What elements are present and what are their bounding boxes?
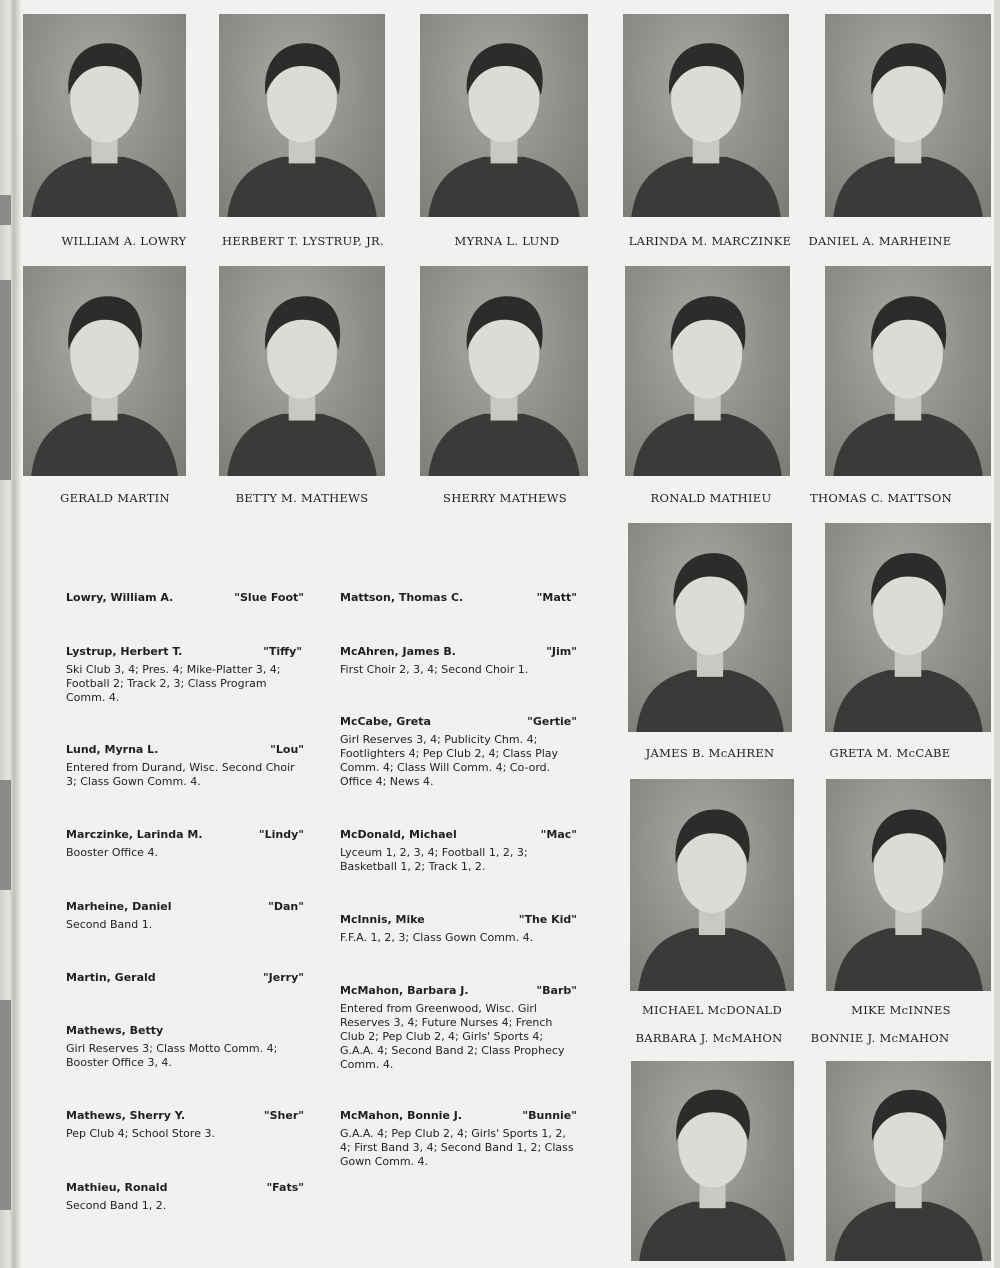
portrait-mcdonald <box>630 779 794 991</box>
bio-nickname: "Barb" <box>536 984 577 997</box>
caption-mcinnes: MIKE McINNES <box>851 1003 951 1017</box>
bio-activities: Entered from Durand, Wisc. Second Choir 3; Class Gown Comm. 4. <box>66 761 295 788</box>
portrait-betty-mathews <box>219 266 385 476</box>
caption-sherry-mathews: SHERRY MATHEWS <box>443 491 567 505</box>
portrait-shoulders <box>833 670 982 732</box>
portrait-shoulders <box>633 414 782 476</box>
bio-activities: F.F.A. 1, 2, 3; Class Gown Comm. 4. <box>340 931 534 944</box>
bio-name: Mathews, Betty <box>66 1024 164 1037</box>
bio-activities: Entered from Greenwood, Wisc. Girl Reserves 3, 4; Future Nurses 4; French Club 2; Pep Club 2, 4; Girls' Sports 4; G.A.A. 4; Second Band 2; Class Prophecy Comm. 4. <box>340 1002 565 1071</box>
caption-mcdonald: MICHAEL McDONALD <box>641 1003 783 1017</box>
portrait-barbara-mcmahon <box>631 1061 794 1261</box>
bio-name: McMahon, Barbara J. <box>340 984 469 997</box>
portrait-mattson <box>825 266 991 476</box>
portrait-shoulders <box>834 928 983 991</box>
portrait-martin <box>23 266 186 476</box>
bio-name: Lund, Myrna L. <box>66 743 159 756</box>
portrait-shoulders <box>428 414 579 476</box>
bio-name: McInnis, Mike <box>340 913 425 926</box>
bio-activities: Girl Reserves 3; Class Motto Comm. 4; Booster Office 3, 4. <box>66 1042 278 1069</box>
caption-lystrup: HERBERT T. LYSTRUP, JR. <box>222 234 384 248</box>
caption-barbara-mcmahon: BARBARA J. McMAHON <box>635 1031 783 1045</box>
portrait-silhouette <box>23 14 186 217</box>
portrait-silhouette <box>826 779 991 991</box>
portrait-shoulders <box>31 157 178 217</box>
bio-activities: Girl Reserves 3, 4; Publicity Chm. 4; Footlighters 4; Pep Club 2, 4; Class Play Comm. 4; Class Will Comm. 4; Co-ord. Office 4; News 4. <box>340 733 559 788</box>
bio-marheine <box>66 900 304 932</box>
bio-nickname: "Slue Foot" <box>234 591 304 604</box>
caption-lowry: WILLIAM A. LOWRY <box>61 234 187 248</box>
portrait-silhouette <box>623 14 789 217</box>
bio-lystrup <box>66 645 302 705</box>
bio-nickname: "Mac" <box>540 828 577 841</box>
bio-name: Marczinke, Larinda M. <box>66 828 203 841</box>
portrait-shoulders <box>428 157 579 217</box>
portrait-marczinke <box>623 14 789 217</box>
bio-activities: Lyceum 1, 2, 3, 4; Football 1, 2, 3; Basketball 1, 2; Track 1, 2. <box>340 846 528 873</box>
bio-nickname: "Tiffy" <box>263 645 302 658</box>
caption-martin: GERALD MARTIN <box>60 491 170 505</box>
bio-nickname: "Bunnie" <box>522 1109 577 1122</box>
bio-bonnie-mcmahon <box>340 1109 577 1169</box>
portrait-marheine <box>825 14 991 217</box>
caption-mcahren: JAMES B. McAHREN <box>645 746 775 760</box>
bio-mcdonald <box>340 828 577 874</box>
portrait-mcahren <box>628 523 792 732</box>
bio-betty-mathews <box>66 1024 302 1070</box>
caption-betty-mathews: BETTY M. MATHEWS <box>235 491 369 505</box>
portrait-shoulders <box>833 157 982 217</box>
portrait-silhouette <box>23 266 186 476</box>
bio-name: McDonald, Michael <box>340 828 457 841</box>
caption-marczinke: LARINDA M. MARCZINKE <box>628 234 792 248</box>
bio-activities: Second Band 1, 2. <box>66 1199 167 1212</box>
bio-nickname: "Gertie" <box>527 715 577 728</box>
caption-marheine: DANIEL A. MARHEINE <box>808 234 952 248</box>
portrait-shoulders <box>638 928 786 991</box>
bio-barbara-mcmahon <box>340 984 577 1072</box>
portrait-shoulders <box>834 1202 983 1261</box>
bio-nickname: "Dan" <box>268 900 304 913</box>
portrait-silhouette <box>219 14 385 217</box>
portrait-lystrup <box>219 14 385 217</box>
bio-mccabe <box>340 715 577 789</box>
bio-nickname: "Jim" <box>546 645 577 658</box>
portrait-shoulders <box>833 414 982 476</box>
portrait-silhouette <box>825 523 991 732</box>
bio-lowry <box>66 591 304 605</box>
bio-activities: Pep Club 4; School Store 3. <box>66 1127 215 1140</box>
portrait-shoulders <box>227 157 376 217</box>
page-edge <box>994 0 1000 1268</box>
bio-name: McAhren, James B. <box>340 645 456 658</box>
portrait-shoulders <box>639 1202 786 1261</box>
bio-name: Mathieu, Ronald <box>66 1181 168 1194</box>
portrait-lowry <box>23 14 186 217</box>
bio-mcinnis <box>340 913 577 945</box>
portrait-sherry-mathews <box>420 266 588 476</box>
portrait-silhouette <box>825 14 991 217</box>
bio-name: Marheine, Daniel <box>66 900 172 913</box>
portrait-silhouette <box>630 779 794 991</box>
portrait-silhouette <box>625 266 790 476</box>
bio-activities: G.A.A. 4; Pep Club 2, 4; Girls' Sports 1, 2, 4; First Band 3, 4; Second Band 1, 2; Class Gown Comm. 4. <box>340 1127 574 1168</box>
portrait-lund <box>420 14 588 217</box>
portrait-shoulders <box>227 414 376 476</box>
caption-bonnie-mcmahon: BONNIE J. McMAHON <box>810 1031 950 1045</box>
caption-mattson: THOMAS C. MATTSON <box>810 491 952 505</box>
portrait-mcinnes <box>826 779 991 991</box>
bio-name: McMahon, Bonnie J. <box>340 1109 462 1122</box>
bio-name: Lowry, William A. <box>66 591 174 604</box>
caption-mathieu: RONALD MATHIEU <box>650 491 772 505</box>
portrait-silhouette <box>825 266 991 476</box>
bio-mcahren <box>340 645 577 677</box>
portrait-shoulders <box>636 670 784 732</box>
portrait-silhouette <box>631 1061 794 1261</box>
bio-activities: Ski Club 3, 4; Pres. 4; Mike-Platter 3, 4; Football 2; Track 2, 3; Class Program Comm. 4. <box>66 663 281 704</box>
portrait-silhouette <box>826 1061 991 1261</box>
binding-gutter <box>0 0 22 1268</box>
caption-mccabe: GRETA M. McCABE <box>829 746 951 760</box>
bio-name: Lystrup, Herbert T. <box>66 645 183 658</box>
bio-name: Mathews, Sherry Y. <box>66 1109 186 1122</box>
bio-name: McCabe, Greta <box>340 715 431 728</box>
bio-nickname: "Lindy" <box>258 828 304 841</box>
bio-name: Mattson, Thomas C. <box>340 591 464 604</box>
portrait-shoulders <box>31 414 178 476</box>
bio-name: Martin, Gerald <box>66 971 156 984</box>
portrait-mccabe <box>825 523 991 732</box>
bio-mattson <box>340 591 577 605</box>
bio-nickname: "The Kid" <box>518 913 577 926</box>
bio-nickname: "Fats" <box>266 1181 304 1194</box>
portrait-silhouette <box>420 14 588 217</box>
caption-lund: MYRNA L. LUND <box>454 234 560 248</box>
bio-lund <box>66 743 304 789</box>
bio-activities: First Choir 2, 3, 4; Second Choir 1. <box>340 663 529 676</box>
bio-activities: Booster Office 4. <box>66 846 158 859</box>
bio-nickname: "Jerry" <box>262 971 304 984</box>
portrait-shoulders <box>631 157 780 217</box>
bio-marczinke <box>66 828 304 860</box>
bio-mathieu <box>66 1181 304 1213</box>
bio-nickname: "Matt" <box>536 591 577 604</box>
bio-activities: Second Band 1. <box>66 918 153 931</box>
portrait-silhouette <box>628 523 792 732</box>
bio-nickname: "Lou" <box>270 743 304 756</box>
bio-nickname: "Sher" <box>263 1109 304 1122</box>
portrait-bonnie-mcmahon <box>826 1061 991 1261</box>
bio-sherry-mathews <box>66 1109 304 1141</box>
portrait-silhouette <box>420 266 588 476</box>
bio-martin <box>66 971 304 985</box>
portrait-mathieu <box>625 266 790 476</box>
portrait-silhouette <box>219 266 385 476</box>
